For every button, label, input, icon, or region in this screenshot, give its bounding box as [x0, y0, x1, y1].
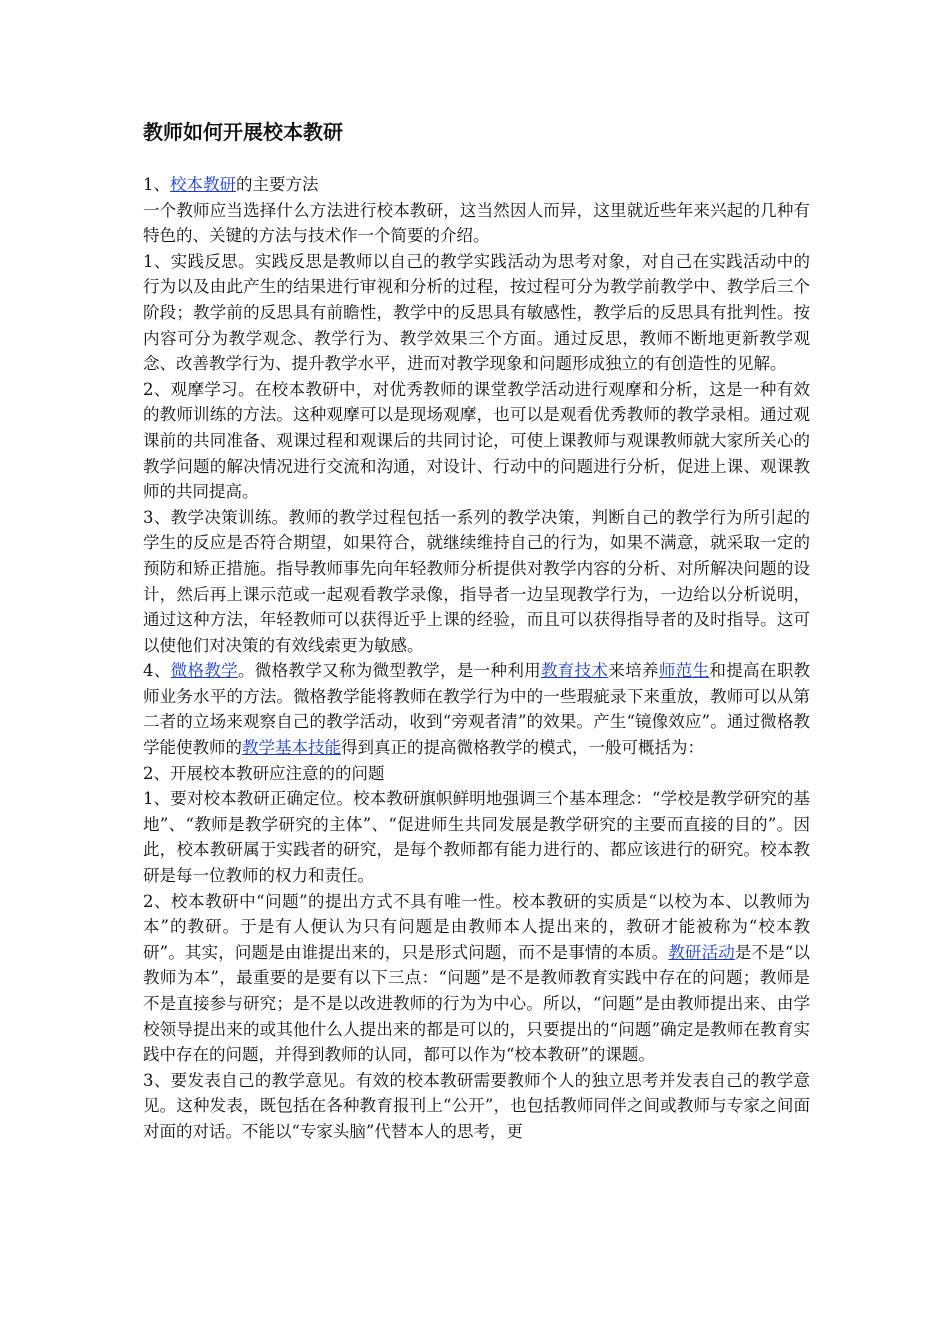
paragraph-text: 1、实践反思。实践反思是教师以自己的教学实践活动为思考对象，对自己在实践活动中的行为以及由此产生的结果进行审视和分析的过程，按过程可分为教学前教学中、教学后三个阶段；教学前的反思具有前瞻性，教学中的反思具有敏感性，教学后的反思具有批判性。按内容可分为教学观念、教学行为、教学效果三个方面。通过反思，教师不断地更新教学观念、改善教学行为、提升教学水平，进而对教学现象和问题形成独立的有创造性的见解。 — [143, 251, 810, 374]
paragraph-text: 2、校本教研中“问题”的提出方式不具有唯一性。校本教研的实质是“以校为本、以教师为本”的教研。于是有人便认为只有问题是由教师本人提出来的，教研才能被称为“校本教研”。其实，问题是由谁提出来的，只是形式问题，而不是事情的本质。 — [143, 891, 810, 962]
paragraph-text: 4、 — [143, 661, 171, 681]
hyperlink[interactable]: 教研活动 — [668, 942, 735, 962]
paragraph — [143, 889, 810, 1068]
paragraph-text: 3、教学决策训练。教师的教学过程包括一系列的教学决策，判断自己的教学行为所引起的学生的反应是否符合期望，如果符合，就继续维持自己的行为，如果不满意，就采取一定的预防和矫正措施。指导教师事先向年轻教师分析提供对教学内容的分析、对所解决问题的设计，然后再上课示范或一起观看教学录像，指导者一边呈现教学行为，一边给以分析说明，通过这种方法，年轻教师可以获得近乎上课的经验，而且可以获得指导者的及时指导。这可以使他们对决策的有效线索更为敏感。 — [143, 507, 810, 655]
document-page — [143, 118, 810, 1145]
paragraph — [143, 505, 810, 659]
paragraph-text: 一个教师应当选择什么方法进行校本教研，这当然因人而异，这里就近些年来兴起的几种有特色的、关键的方法与技术作一个简要的介绍。 — [143, 200, 810, 246]
paragraph-text: 1、要对校本教研正确定位。校本教研旗帜鲜明地强调三个基本理念：“学校是教学研究的基地”、“教师是教学研究的主体”、“促进师生共同发展是教学研究的主要而直接的目的”。因此，校本教研属于实践者的研究，是每个教师都有能力进行的、都应该进行的研究。校本教研是每一位教师的权力和责任。 — [143, 789, 810, 886]
paragraph-text: 3、要发表自己的教学意见。有效的校本教研需要教师个人的独立思考并发表自己的教学意见。这种发表，既包括在各种教育报刊上“公开”，也包括教师同伴之间或教师与专家之间面对面的对话。不能以“专家头脑”代替本人的思考，更 — [143, 1070, 810, 1141]
paragraph — [143, 249, 810, 377]
paragraph — [143, 198, 810, 249]
paragraph-text: 是不是“以教师为本”，最重要的是要有以下三点：“问题”是不是教师教育实践中存在的问题；教师是不是直接参与研究；是不是以改进教师的行为为中心。所以，“问题”是由教师提出来、由学校领导提出来的或其他什么人提出来的都是可以的，只要提出的“问题”确定是教师在教育实践中存在的问题，并得到教师的认同，都可以作为“校本教研”的课题。 — [143, 942, 811, 1065]
paragraph — [143, 786, 810, 888]
paragraph-text: 来培养 — [608, 661, 659, 681]
hyperlink[interactable]: 师范生 — [658, 661, 710, 681]
paragraph — [143, 1068, 810, 1145]
paragraph — [143, 658, 810, 760]
hyperlink[interactable]: 教学基本技能 — [242, 738, 341, 758]
paragraph — [143, 761, 810, 787]
paragraph — [143, 172, 810, 198]
document-body — [143, 172, 810, 1145]
hyperlink[interactable]: 教育技术 — [541, 661, 609, 681]
paragraph-text: 。微格教学又称为微型教学，是一种利用 — [238, 661, 542, 681]
paragraph-text: 和提高在职教师业务水平的方法。微格教学能将教师在教学行为中的一些瑕疵录下来重放，教师可以从第二者的立场来观察自己的教学活动，收到“旁观者清”的效果。产生“镜像效应”。通过微格教学能使教师的 — [143, 661, 811, 758]
hyperlink[interactable]: 校本教研 — [170, 175, 236, 194]
paragraph-text: 1、 — [143, 175, 170, 194]
document-title: 教师如何开展校本教研 — [143, 120, 343, 144]
paragraph-text: 的主要方法 — [236, 175, 319, 194]
paragraph-text: 得到真正的提高微格教学的模式，一般可概括为： — [341, 738, 704, 758]
paragraph — [143, 377, 810, 505]
paragraph-text: 2、开展校本教研应注意的的问题 — [143, 763, 385, 783]
hyperlink[interactable]: 微格教学 — [170, 661, 239, 681]
paragraph-text: 2、观摩学习。在校本教研中，对优秀教师的课堂教学活动进行观摩和分析，这是一种有效的教师训练的方法。这种观摩可以是现场观摩，也可以是观看优秀教师的教学录相。通过观课前的共同准备、观课过程和观课后的共同讨论，可使上课教师与观课教师就大家所关心的教学问题的解决情况进行交流和沟通，对设计、行动中的问题进行分析，促进上课、观课教师的共同提高。 — [143, 379, 810, 502]
